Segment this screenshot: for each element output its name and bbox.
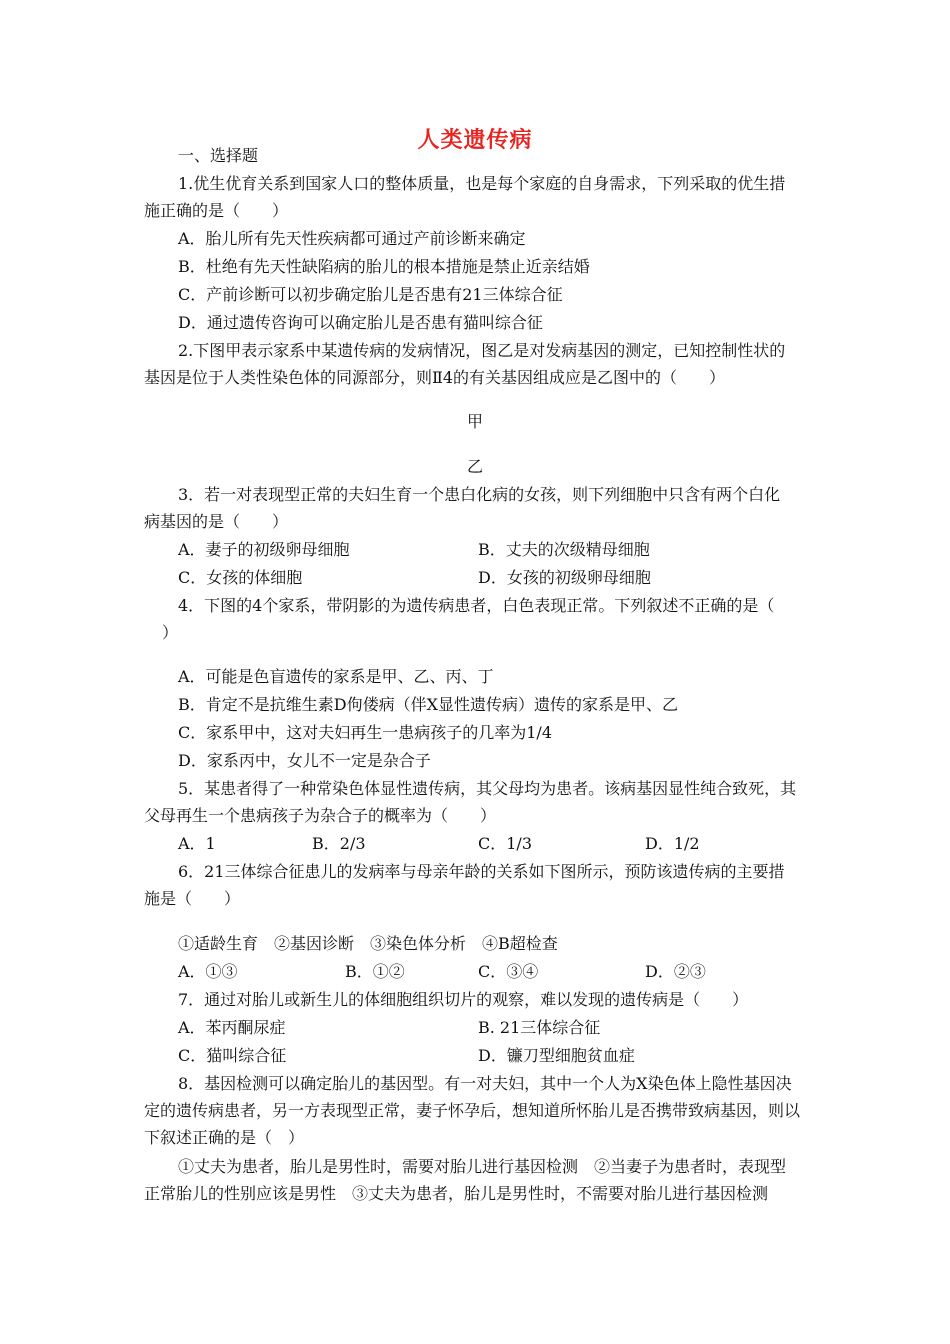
page-title: 人类遗传病	[417, 127, 533, 153]
question-3-option-d: D．女孩的初级卵母细胞	[478, 568, 651, 587]
question-4-option-a: A．可能是色盲遗传的家系是甲、乙、丙、丁	[178, 667, 494, 686]
question-4-option-b: B．肯定不是抗维生素D佝偻病（伴X显性遗传病）遗传的家系是甲、乙	[178, 695, 678, 714]
question-1-option-a: A．胎儿所有先天性疾病都可通过产前诊断来确定	[178, 229, 526, 248]
question-4-option-d: D．家系丙中，女儿不一定是杂合子	[178, 751, 431, 770]
question-4-option-c: C．家系甲中，这对夫妇再生一患病孩子的几率为1/4	[178, 723, 552, 742]
section-heading: 一、选择题	[178, 146, 259, 165]
question-7-option-d: D．镰刀型细胞贫血症	[478, 1046, 635, 1065]
question-7-option-a: A．苯丙酮尿症	[178, 1018, 286, 1037]
question-3-text-cont: 病基因的是（ ）	[144, 512, 289, 531]
question-1-option-b: B．杜绝有先天性缺陷病的胎儿的根本措施是禁止近亲结婚	[178, 257, 590, 276]
question-8-statements-1: ①丈夫为患者，胎儿是男性时，需要对胎儿进行基因检测 ②当妻子为患者时，表现型	[178, 1157, 787, 1176]
question-7-option-c: C．猫叫综合征	[178, 1046, 287, 1065]
question-6-option-d: D．②③	[645, 962, 706, 981]
question-1-text: 1.优生优育关系到国家人口的整体质量，也是每个家庭的自身需求，下列采取的优生措	[178, 174, 786, 193]
figure-caption-yi: 乙	[466, 457, 483, 476]
question-8-text: 8．基因检测可以确定胎儿的基因型。有一对夫妇，其中一个人为X染色体上隐性基因决	[178, 1074, 792, 1093]
question-7-text: 7．通过对胎儿或新生儿的体细胞组织切片的观察，难以发现的遗传病是（ ）	[178, 990, 749, 1009]
question-5-option-a: A．1	[178, 834, 216, 853]
question-3-option-b: B．丈夫的次级精母细胞	[478, 540, 650, 559]
question-4-text-cont: ）	[162, 623, 179, 642]
question-1-text-cont: 施正确的是（ ）	[144, 201, 289, 220]
question-6-text: 6．21三体综合征患儿的发病率与母亲年龄的关系如下图所示，预防该遗传病的主要措	[178, 862, 785, 881]
question-2-text: 2.下图甲表示家系中某遗传病的发病情况，图乙是对发病基因的测定，已知控制性状的	[178, 341, 786, 360]
figure-caption-jia: 甲	[466, 412, 483, 431]
question-6-option-a: A．①③	[178, 962, 238, 981]
question-5-option-c: C．1/3	[478, 834, 532, 853]
question-5-option-b: B．2/3	[312, 834, 366, 853]
question-7-option-b: B. 21三体综合征	[478, 1018, 601, 1037]
question-4-text: 4．下图的4个家系，带阴影的为遗传病患者，白色表现正常。下列叙述不正确的是（	[178, 596, 775, 615]
question-6-option-c: C．③④	[478, 962, 539, 981]
question-3-option-a: A．妻子的初级卵母细胞	[178, 540, 350, 559]
question-8-text-cont-2: 下叙述正确的是（ ）	[144, 1128, 305, 1147]
question-5-text-cont: 父母再生一个患病孩子为杂合子的概率为（ ）	[144, 806, 497, 825]
question-8-statements-2: 正常胎儿的性别应该是男性 ③丈夫为患者，胎儿是男性时，不需要对胎儿进行基因检测	[144, 1184, 769, 1203]
question-3-option-c: C．女孩的体细胞	[178, 568, 303, 587]
question-8-text-cont-1: 定的遗传病患者，另一方表现型正常，妻子怀孕后，想知道所怀胎儿是否携带致病基因，则以	[144, 1101, 801, 1120]
question-1-option-c: C．产前诊断可以初步确定胎儿是否患有21三体综合征	[178, 285, 563, 304]
question-5-option-d: D．1/2	[645, 834, 700, 853]
question-1-option-d: D．通过遗传咨询可以确定胎儿是否患有猫叫综合征	[178, 313, 543, 332]
question-6-text-cont: 施是（ ）	[144, 889, 241, 908]
question-2-text-cont: 基因是位于人类性染色体的同源部分，则Ⅱ4的有关基因组成应是乙图中的（ ）	[144, 368, 726, 387]
question-6-option-b: B．①②	[345, 962, 405, 981]
question-6-statements: ①适龄生育 ②基因诊断 ③染色体分析 ④B超检查	[178, 934, 558, 953]
question-5-text: 5．某患者得了一种常染色体显性遗传病，其父母均为患者。该病基因显性纯合致死，其	[178, 779, 797, 798]
question-3-text: 3．若一对表现型正常的夫妇生育一个患白化病的女孩，则下列细胞中只含有两个白化	[178, 485, 781, 504]
